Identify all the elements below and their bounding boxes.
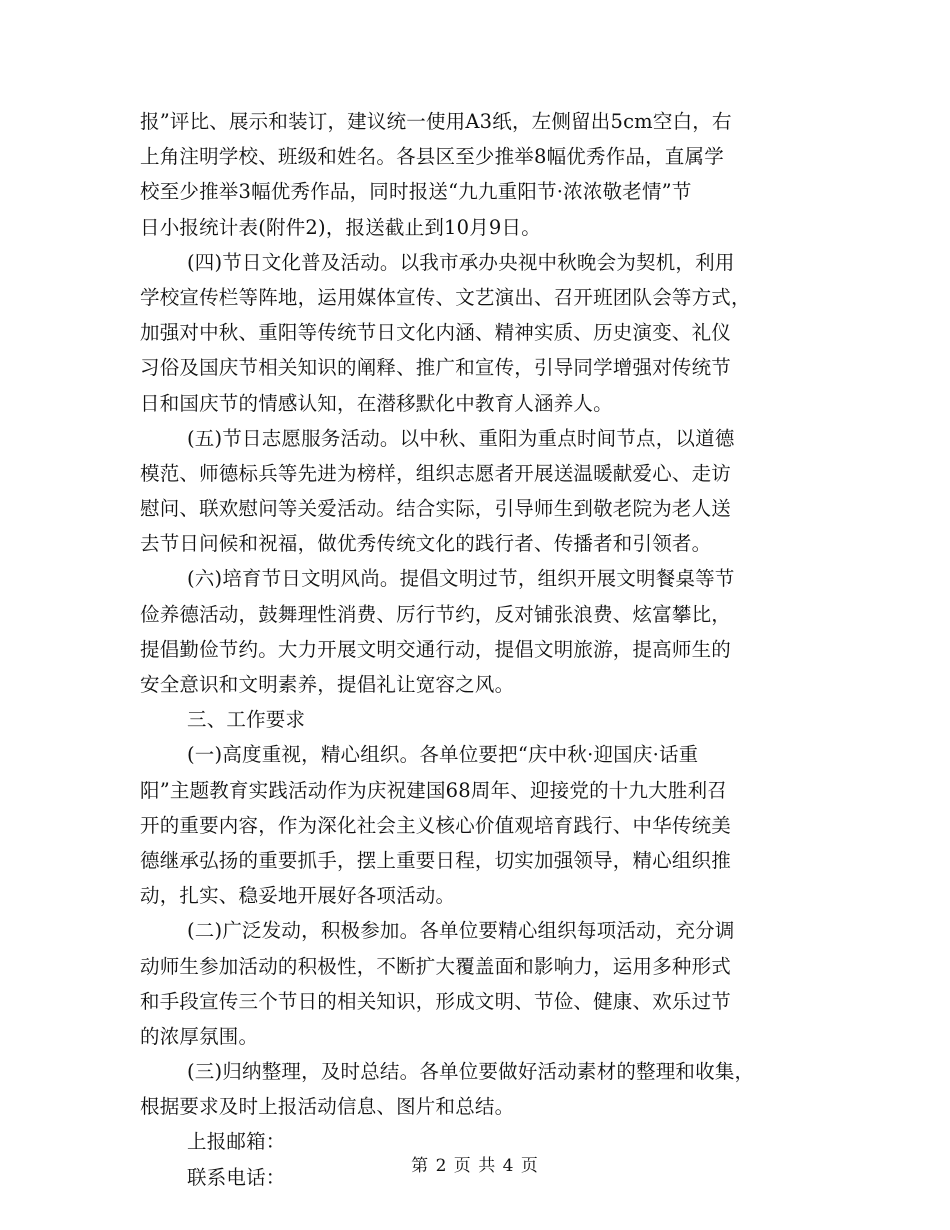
text-line: (一)高度重视，精心组织。各单位要把“庆中秋·迎国庆·话重 [187,743,699,767]
text-line: 学校宣传栏等阵地，运用媒体宣传、文艺演出、召开班团队会等方式， [140,285,751,309]
text-line: 的浓厚氛围。 [140,1024,259,1048]
text-line: 日和国庆节的情感认知，在潜移默化中教育人涵养人。 [140,391,613,415]
text-line: 根据要求及时上报活动信息、图片和总结。 [140,1095,515,1119]
text-line: 去节日问候和祝福，做优秀传统文化的践行者、传播者和引领者。 [140,532,712,556]
text-line: (四)节日文化普及活动。以我市承办央视中秋晚会为契机，利用 [187,250,735,274]
text-line: 联系电话： [187,1165,286,1189]
text-line: (五)节日志愿服务活动。以中秋、重阳为重点时间节点，以道德 [187,426,735,450]
text-line: 和手段宣传三个节日的相关知识，形成文明、节俭、健康、欢乐过节 [140,989,732,1013]
text-line: 动师生参加活动的积极性，不断扩大覆盖面和影响力，运用多种形式 [140,954,732,978]
text-line: 日小报统计表(附件2)，报送截止到10月9日。 [140,215,541,239]
text-line: 加强对中秋、重阳等传统节日文化内涵、精神实质、历史演变、礼仪 [140,321,732,345]
text-line: (六)培育节日文明风尚。提倡文明过节，组织开展文明餐桌等节 [187,567,735,591]
text-line: 校至少推举3幅优秀作品，同时报送“九九重阳节·浓浓敬老情”节 [140,180,692,204]
text-line: 俭养德活动，鼓舞理性消费、厉行节约，反对铺张浪费、炫富攀比， [140,602,732,626]
text-line: (三)归纳整理，及时总结。各单位要做好活动素材的整理和收集， [187,1060,755,1084]
text-line: 德继承弘扬的重要抓手，摆上重要日程，切实加强领导，精心组织推 [140,848,732,872]
text-line: 上报邮箱： [187,1130,286,1154]
text-line: 开的重要内容，作为深化社会主义核心价值观培育践行、中华传统美 [140,813,732,837]
text-line: 阳”主题教育实践活动作为庆祝建国68周年、迎接党的十九大胜利召 [140,778,727,802]
text-line: 模范、师德标兵等先进为榜样，组织志愿者开展送温暖献爱心、走访 [140,461,732,485]
text-line: 慰问、联欢慰问等关爱活动。结合实际，引导师生到敬老院为老人送 [140,497,732,521]
text-line: 安全意识和文明素养，提倡礼让宽容之风。 [140,673,515,696]
text-line: 报”评比、展示和装订，建议统一使用A3纸，左侧留出5cm空白，右 [140,110,732,133]
page-footer: 第 2 页 共 4 页 [411,1156,539,1176]
document-body [140,104,820,1195]
text-line: 习俗及国庆节相关知识的阐释、推广和宣传，引导同学增强对传统节 [140,356,732,380]
text-line: 提倡勤俭节约。大力开展文明交通行动，提倡文明旅游，提高师生的 [140,637,732,661]
text-line: 三、工作要求 [187,708,306,732]
text-line: 动，扎实、稳妥地开展好各项活动。 [140,884,456,908]
text-line: 上角注明学校、班级和姓名。各县区至少推举8幅优秀作品，直属学 [140,145,724,169]
text-line: (二)广泛发动，积极参加。各单位要精心组织每项活动，充分调 [187,919,735,943]
